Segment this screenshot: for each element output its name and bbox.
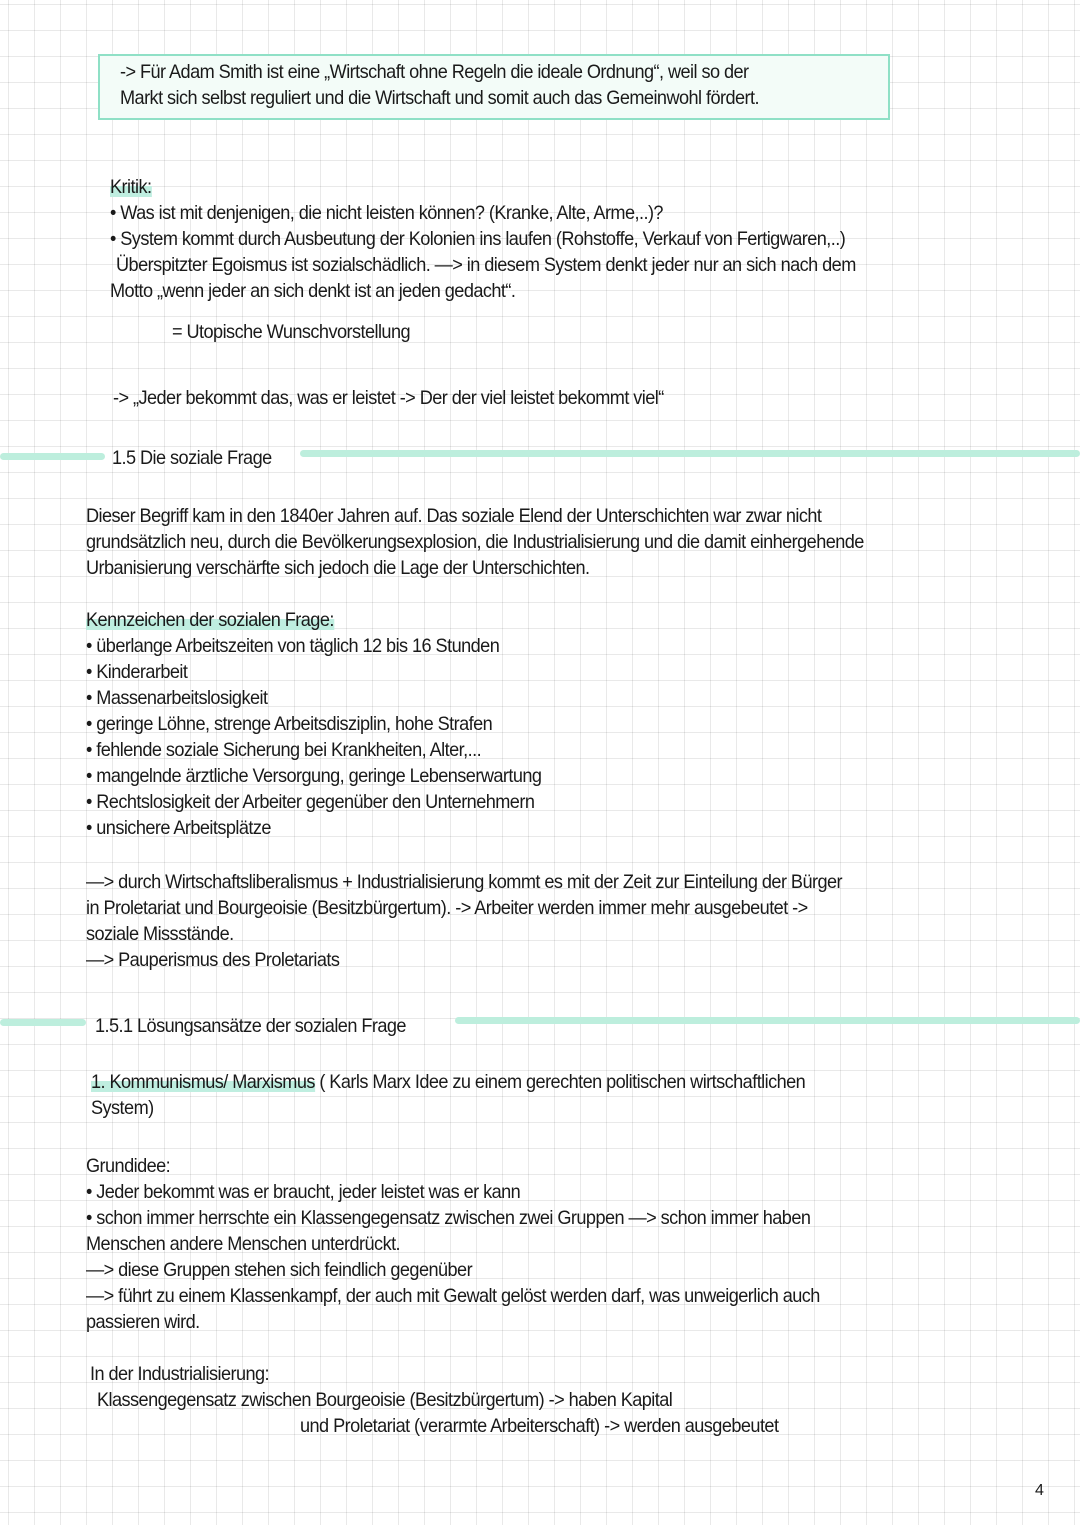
text-line-gi-6 bbox=[86, 1309, 200, 1335]
text-line-folge-4 bbox=[86, 947, 339, 973]
text-line-gi-2 bbox=[86, 1205, 810, 1231]
text-line-gi-5 bbox=[86, 1283, 820, 1309]
text-segment: passieren wird. bbox=[86, 1311, 200, 1333]
text-line-kritik-heading bbox=[110, 174, 151, 200]
heading-divider-left bbox=[0, 1019, 86, 1026]
text-line-kz-1 bbox=[86, 633, 499, 659]
text-segment: Dieser Begriff kam in den 1840er Jahren auf. Das soziale Elend der Unterschichten war zwar nicht bbox=[86, 505, 822, 527]
text-segment: • schon immer herrschte ein Klassengegensatz zwischen zwei Gruppen —> schon immer haben bbox=[86, 1207, 811, 1229]
text-line-kz-8 bbox=[86, 815, 271, 841]
text-line-para-1 bbox=[86, 503, 821, 529]
text-line-grundidee-heading bbox=[86, 1153, 170, 1179]
text-line-kommunismus-2 bbox=[91, 1095, 154, 1121]
text-line-kz-5 bbox=[86, 737, 481, 763]
text-segment: —> diese Gruppen stehen sich feindlich gegenüber bbox=[86, 1259, 473, 1281]
text-segment: Klassengegensatz zwischen Bourgeoisie (Besitzbürgertum) -> haben Kapital bbox=[97, 1389, 673, 1411]
text-segment: • System kommt durch Ausbeutung der Kolonien ins laufen (Rohstoffe, Verkauf von Fertigwaren,..) bbox=[110, 228, 846, 250]
text-line-gi-1 bbox=[86, 1179, 520, 1205]
text-segment: Überspitzter Egoismus ist sozialschädlich. —> in diesem System denkt jeder nur an sich nach dem bbox=[116, 254, 856, 276]
text-line-ind-2 bbox=[300, 1413, 778, 1439]
text-line-folge-2 bbox=[86, 895, 808, 921]
text-segment: -> „Jeder bekommt das, was er leistet -> Der der viel leistet bekommt viel“ bbox=[113, 387, 664, 409]
text-segment: System) bbox=[91, 1097, 154, 1119]
text-line-kommunismus-1 bbox=[91, 1069, 805, 1095]
text-line-ind-heading bbox=[90, 1361, 269, 1387]
text-line-kennzeichen-heading bbox=[86, 607, 334, 633]
text-line-box-2 bbox=[120, 85, 759, 111]
text-line-para-3 bbox=[86, 555, 589, 581]
text-line-heading-1-5-1 bbox=[95, 1013, 406, 1039]
text-line-kritik-4 bbox=[110, 278, 515, 304]
text-segment: 1.5.1 Lösungsansätze der sozialen Frage bbox=[95, 1015, 406, 1037]
text-line-gi-4 bbox=[86, 1257, 472, 1283]
text-segment: in Proletariat und Bourgeoisie (Besitzbürgertum). -> Arbeiter werden immer mehr ausgebeutet -> bbox=[86, 897, 808, 919]
text-segment: und Proletariat (verarmte Arbeiterschaft) -> werden ausgebeutet bbox=[300, 1415, 779, 1437]
text-line-kz-4 bbox=[86, 711, 492, 737]
text-line-folge-3 bbox=[86, 921, 234, 947]
text-segment: ( Karls Marx Idee zu einem gerechten politischen wirtschaftlichen bbox=[314, 1071, 806, 1093]
text-segment: grundsätzlich neu, durch die Bevölkerungsexplosion, die Industrialisierung und die damit einhergehende bbox=[86, 531, 864, 553]
text-segment: Markt sich selbst reguliert und die Wirtschaft und somit auch das Gemeinwohl fördert. bbox=[120, 87, 759, 109]
text-line-para-2 bbox=[86, 529, 864, 555]
text-segment: Menschen andere Menschen unterdrückt. bbox=[86, 1233, 401, 1255]
text-segment: • Kinderarbeit bbox=[86, 661, 188, 683]
text-line-kritik-3 bbox=[116, 252, 856, 278]
text-line-box-1 bbox=[120, 59, 749, 85]
text-line-kritik-conclusion bbox=[172, 319, 410, 345]
text-line-kz-6 bbox=[86, 763, 541, 789]
heading-divider-left bbox=[0, 453, 105, 460]
text-segment: • fehlende soziale Sicherung bei Krankheiten, Alter,... bbox=[86, 739, 482, 761]
text-segment: = Utopische Wunschvorstellung bbox=[172, 321, 411, 343]
text-segment: soziale Missstände. bbox=[86, 923, 234, 945]
text-segment: 1.5 Die soziale Frage bbox=[112, 447, 272, 469]
text-segment: —> führt zu einem Klassenkampf, der auch mit Gewalt gelöst werden darf, was unweigerlich auch bbox=[86, 1285, 820, 1307]
text-segment: Urbanisierung verschärfte sich jedoch die Lage der Unterschichten. bbox=[86, 557, 590, 579]
highlighted-text: 1. Kommunismus/ Marxismus bbox=[91, 1071, 315, 1093]
page-number: 4 bbox=[1035, 1482, 1044, 1499]
text-segment: • mangelnde ärztliche Versorgung, geringe Lebenserwartung bbox=[86, 765, 542, 787]
text-line-kritik-1 bbox=[110, 200, 663, 226]
text-line-ind-1 bbox=[97, 1387, 672, 1413]
text-line-gi-3 bbox=[86, 1231, 400, 1257]
heading-divider-right bbox=[455, 1017, 1080, 1024]
text-segment: • Rechtslosigkeit der Arbeiter gegenüber den Unternehmern bbox=[86, 791, 535, 813]
text-line-kz-2 bbox=[86, 659, 187, 685]
text-segment: Grundidee: bbox=[86, 1155, 171, 1177]
text-segment: —> Pauperismus des Proletariats bbox=[86, 949, 340, 971]
text-segment: • überlange Arbeitszeiten von täglich 12 bis 16 Stunden bbox=[86, 635, 500, 657]
text-segment: • geringe Löhne, strenge Arbeitsdisziplin, hohe Strafen bbox=[86, 713, 493, 735]
text-line-heading-1-5 bbox=[112, 445, 272, 471]
text-segment: In der Industrialisierung: bbox=[90, 1363, 270, 1385]
text-segment: • Was ist mit denjenigen, die nicht leisten können? (Kranke, Alte, Arme,..)? bbox=[110, 202, 663, 224]
text-segment: • unsichere Arbeitsplätze bbox=[86, 817, 271, 839]
text-line-motto bbox=[113, 385, 664, 411]
highlighted-text: Kritik: bbox=[110, 176, 152, 198]
highlighted-text: Kennzeichen der sozialen Frage: bbox=[86, 609, 334, 631]
text-segment: —> durch Wirtschaftsliberalismus + Industrialisierung kommt es mit der Zeit zur Einteilung der Bürger bbox=[86, 871, 843, 893]
text-segment: Motto „wenn jeder an sich denkt ist an jeden gedacht“. bbox=[110, 280, 516, 302]
text-segment: -> Für Adam Smith ist eine „Wirtschaft ohne Regeln die ideale Ordnung“, weil so der bbox=[120, 61, 749, 83]
text-line-kz-7 bbox=[86, 789, 534, 815]
text-line-kritik-2 bbox=[110, 226, 845, 252]
heading-divider-right bbox=[300, 450, 1080, 457]
text-segment: • Jeder bekommt was er braucht, jeder leistet was er kann bbox=[86, 1181, 521, 1203]
text-line-kz-3 bbox=[86, 685, 267, 711]
text-segment: • Massenarbeitslosigkeit bbox=[86, 687, 268, 709]
text-line-folge-1 bbox=[86, 869, 842, 895]
